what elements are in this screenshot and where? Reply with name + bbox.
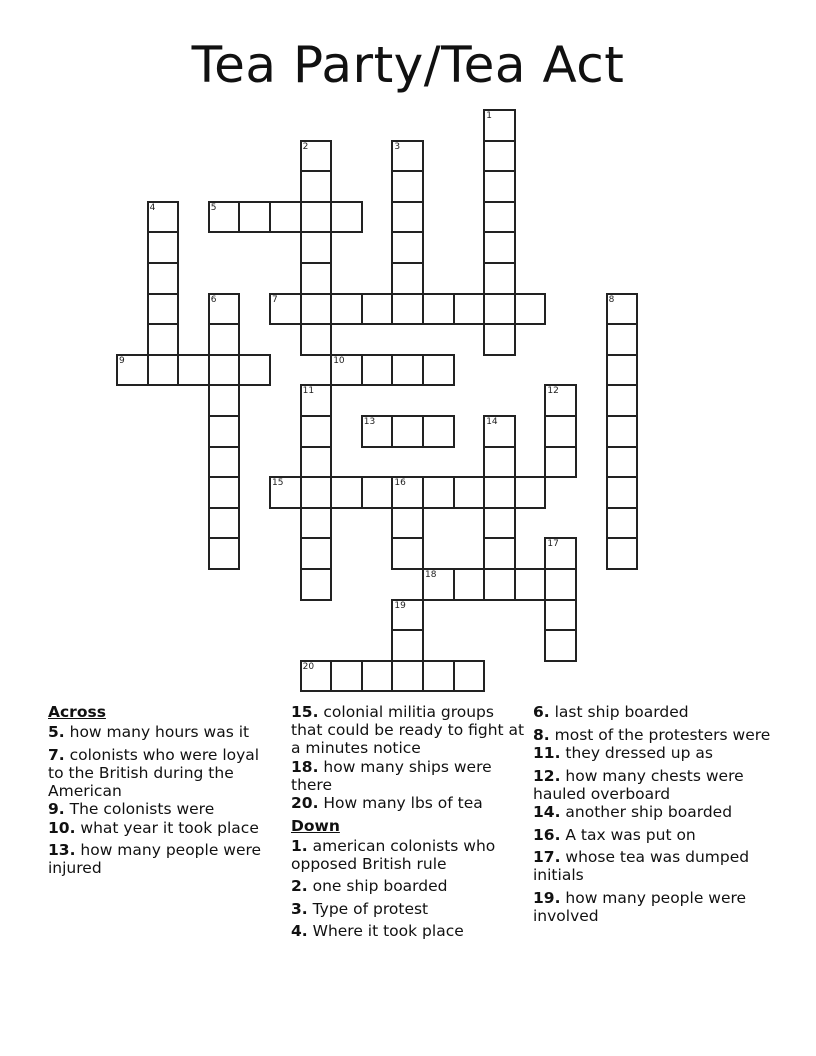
cell-number: 2: [302, 141, 309, 152]
grid-cell[interactable]: [391, 262, 424, 295]
grid-cell[interactable]: [208, 537, 241, 570]
grid-cell[interactable]: [208, 354, 241, 387]
clue-number: 4.: [291, 922, 308, 940]
clue-number: 16.: [533, 825, 561, 844]
grid-cell[interactable]: [422, 476, 455, 509]
grid-cell[interactable]: [453, 476, 486, 509]
clue-down-2: [291, 877, 529, 895]
grid-cell[interactable]: [238, 354, 271, 387]
clue-down-8: [533, 726, 773, 744]
grid-cell[interactable]: [147, 293, 180, 326]
grid-cell[interactable]: [300, 231, 333, 264]
grid-cell[interactable]: [177, 354, 210, 387]
grid-cell[interactable]: [606, 323, 639, 356]
grid-cell[interactable]: [483, 109, 516, 142]
cell-number: 1: [486, 111, 492, 121]
clue-text: they dressed up as: [560, 744, 713, 762]
clue-number: 1.: [291, 836, 308, 855]
grid-cell[interactable]: [330, 293, 363, 326]
cell-number: 5: [210, 202, 217, 213]
grid-cell[interactable]: [544, 446, 577, 479]
clues-column-2: [291, 703, 529, 945]
grid-cell[interactable]: [606, 384, 639, 417]
cell-number: 16: [394, 478, 406, 489]
grid-cell[interactable]: [116, 354, 149, 387]
grid-cell[interactable]: [300, 262, 333, 295]
grid-cell[interactable]: [391, 170, 424, 203]
clue-number: 13.: [48, 841, 76, 859]
grid-cell[interactable]: [606, 446, 639, 479]
grid-cell[interactable]: [391, 599, 424, 632]
cell-number: 18: [425, 570, 437, 580]
grid-cell[interactable]: [391, 476, 424, 509]
clue-across-10: [48, 819, 278, 837]
grid-cell[interactable]: [330, 354, 363, 387]
clue-down-3: [291, 900, 529, 918]
clue-text: another ship boarded: [560, 803, 733, 821]
grid-cell[interactable]: [361, 293, 394, 326]
grid-cell[interactable]: [606, 415, 639, 448]
grid-cell[interactable]: [483, 293, 516, 326]
cell-number: 4: [149, 202, 156, 213]
grid-cell[interactable]: [391, 537, 424, 570]
grid-cell[interactable]: [147, 354, 180, 387]
grid-cell[interactable]: [300, 323, 333, 356]
clue-number: 5.: [48, 723, 65, 741]
grid-cell[interactable]: [391, 629, 424, 662]
grid-cell[interactable]: [483, 201, 516, 234]
grid-cell[interactable]: [606, 293, 639, 326]
grid-cell[interactable]: [544, 629, 577, 662]
grid-cell[interactable]: [483, 537, 516, 570]
grid-cell[interactable]: [514, 293, 547, 326]
grid-cell[interactable]: [606, 507, 639, 540]
grid-cell[interactable]: [361, 660, 394, 693]
grid-cell[interactable]: [208, 446, 241, 479]
clue-text: how many hours was it: [64, 723, 250, 741]
grid-cell[interactable]: [208, 384, 241, 417]
grid-cell[interactable]: [514, 568, 547, 601]
grid-cell[interactable]: [391, 293, 424, 326]
grid-cell[interactable]: [208, 293, 241, 326]
cell-number: 11: [302, 386, 315, 397]
clue-number: 7.: [48, 745, 65, 764]
grid-cell[interactable]: [300, 384, 333, 417]
grid-cell[interactable]: [300, 507, 333, 540]
grid-cell[interactable]: [391, 231, 424, 264]
grid-cell[interactable]: [483, 507, 516, 540]
grid-cell[interactable]: [361, 415, 394, 448]
clue-text: colonial militia groups that could be ready to fight at a minutes notice: [291, 703, 525, 757]
clue-number: 2.: [291, 877, 308, 895]
clue-number: 17.: [533, 848, 561, 866]
clue-number: 8.: [533, 725, 550, 744]
grid-cell[interactable]: [208, 323, 241, 356]
cell-number: 10: [333, 355, 345, 366]
clue-number: 12.: [533, 766, 561, 785]
grid-cell[interactable]: [300, 140, 333, 173]
across-header: Across: [48, 703, 106, 721]
grid-cell[interactable]: [606, 537, 639, 570]
clue-text: how many chests were hauled overboard: [533, 766, 744, 803]
clue-text: american colonists who opposed British rule: [291, 836, 496, 873]
cell-number: 15: [272, 478, 284, 489]
grid-cell[interactable]: [483, 231, 516, 264]
clue-number: 9.: [48, 800, 65, 818]
clue-down-1: [291, 837, 529, 873]
clue-down-6: [533, 703, 773, 721]
cell-number: 6: [210, 294, 217, 305]
grid-cell[interactable]: [208, 507, 241, 540]
grid-cell[interactable]: [238, 201, 271, 234]
grid-cell[interactable]: [269, 476, 302, 509]
grid-cell[interactable]: [330, 476, 363, 509]
grid-cell[interactable]: [422, 568, 455, 601]
grid-cell[interactable]: [606, 354, 639, 387]
clue-number: 10.: [48, 818, 76, 837]
cell-number: 7: [272, 294, 278, 305]
cell-number: 14: [486, 417, 498, 427]
grid-cell[interactable]: [483, 568, 516, 601]
puzzle-title: Tea Party/Tea Act: [191, 36, 625, 94]
clue-across-18: [291, 758, 529, 794]
clue-text: The colonists were: [64, 800, 215, 818]
grid-cell[interactable]: [483, 262, 516, 295]
grid-cell[interactable]: [300, 293, 333, 326]
clue-text: most of the protesters were: [549, 725, 771, 744]
grid-cell[interactable]: [300, 537, 333, 570]
clue-text: How many lbs of tea: [318, 794, 483, 812]
clue-across-7: [48, 746, 278, 800]
grid-cell[interactable]: [300, 476, 333, 509]
grid-cell[interactable]: [300, 446, 333, 479]
cell-number: 8: [608, 294, 615, 305]
clue-down-16: [533, 826, 773, 844]
grid-cell[interactable]: [422, 293, 455, 326]
cell-number: 20: [302, 661, 315, 672]
grid-cell[interactable]: [483, 323, 516, 356]
clue-number: 11.: [533, 744, 561, 762]
grid-cell[interactable]: [544, 599, 577, 632]
clue-text: Type of protest: [307, 899, 429, 918]
clue-text: Where it took place: [307, 922, 464, 940]
grid-cell[interactable]: [422, 660, 455, 693]
grid-cell[interactable]: [300, 170, 333, 203]
clue-text: last ship boarded: [549, 703, 689, 721]
grid-cell[interactable]: [208, 476, 241, 509]
grid-cell[interactable]: [300, 415, 333, 448]
grid-cell[interactable]: [147, 231, 180, 264]
grid-cell[interactable]: [483, 170, 516, 203]
clue-number: 14.: [533, 803, 561, 821]
clue-down-12: [533, 767, 773, 803]
grid-cell[interactable]: [514, 476, 547, 509]
clue-across-13: [48, 841, 278, 877]
cell-number: 13: [363, 417, 376, 427]
grid-cell[interactable]: [422, 415, 455, 448]
grid-cell[interactable]: [269, 201, 302, 234]
grid-cell[interactable]: [544, 568, 577, 601]
grid-cell[interactable]: [483, 415, 516, 448]
grid-cell[interactable]: [453, 568, 486, 601]
clue-down-17: [533, 848, 773, 884]
grid-cell[interactable]: [147, 262, 180, 295]
grid-cell[interactable]: [330, 201, 363, 234]
clue-text: how many people were involved: [533, 888, 747, 925]
grid-cell[interactable]: [391, 140, 424, 173]
clue-across-20: [291, 794, 529, 812]
grid-cell[interactable]: [606, 476, 639, 509]
grid-cell[interactable]: [483, 476, 516, 509]
grid-cell[interactable]: [208, 415, 241, 448]
clue-across-5: [48, 723, 278, 741]
cell-number: 17: [547, 539, 559, 550]
grid-cell[interactable]: [483, 140, 516, 173]
cell-number: 12: [547, 386, 559, 397]
grid-cell[interactable]: [208, 201, 241, 234]
clue-text: A tax was put on: [560, 825, 696, 844]
clues-column-3: [533, 703, 773, 929]
clue-across-15: [291, 703, 529, 757]
clue-number: 19.: [533, 888, 561, 907]
grid-cell[interactable]: [544, 415, 577, 448]
clue-down-11: [533, 744, 773, 762]
grid-cell[interactable]: [483, 446, 516, 479]
grid-cell[interactable]: [361, 354, 394, 387]
grid-cell[interactable]: [391, 201, 424, 234]
grid-cell[interactable]: [391, 354, 424, 387]
grid-cell[interactable]: [300, 201, 333, 234]
grid-cell[interactable]: [544, 384, 577, 417]
clue-down-4: [291, 922, 529, 940]
clue-text: whose tea was dumped initials: [533, 848, 750, 884]
grid-cell[interactable]: [330, 660, 363, 693]
cell-number: 3: [394, 141, 401, 152]
clue-number: 20.: [291, 794, 319, 812]
grid-cell[interactable]: [269, 293, 302, 326]
grid-cell[interactable]: [453, 660, 486, 693]
clue-text: colonists who were loyal to the British during the American: [48, 745, 260, 800]
clue-number: 3.: [291, 899, 308, 918]
grid-cell[interactable]: [300, 660, 333, 693]
grid-cell[interactable]: [422, 354, 455, 387]
clue-text: one ship boarded: [307, 877, 448, 895]
cell-number: 9: [119, 355, 125, 366]
clue-number: 18.: [291, 757, 319, 776]
clue-number: 15.: [291, 703, 319, 721]
clue-down-14: [533, 803, 773, 821]
grid-cell[interactable]: [300, 568, 333, 601]
grid-cell[interactable]: [147, 323, 180, 356]
grid-cell[interactable]: [391, 507, 424, 540]
grid-cell[interactable]: [391, 660, 424, 693]
grid-cell[interactable]: [147, 201, 180, 234]
grid-cell[interactable]: [544, 537, 577, 570]
clue-text: how many people were injured: [48, 841, 262, 877]
down-header: Down: [291, 816, 340, 835]
clue-number: 6.: [533, 703, 550, 721]
clue-across-9: [48, 800, 278, 818]
clue-down-19: [533, 889, 773, 925]
cell-number: 19: [394, 600, 406, 611]
grid-cell[interactable]: [361, 476, 394, 509]
clues-column-1: [48, 703, 278, 882]
clue-text: how many ships were there: [291, 757, 492, 794]
grid-cell[interactable]: [453, 293, 486, 326]
clue-text: what year it took place: [75, 818, 259, 837]
grid-cell[interactable]: [391, 415, 424, 448]
